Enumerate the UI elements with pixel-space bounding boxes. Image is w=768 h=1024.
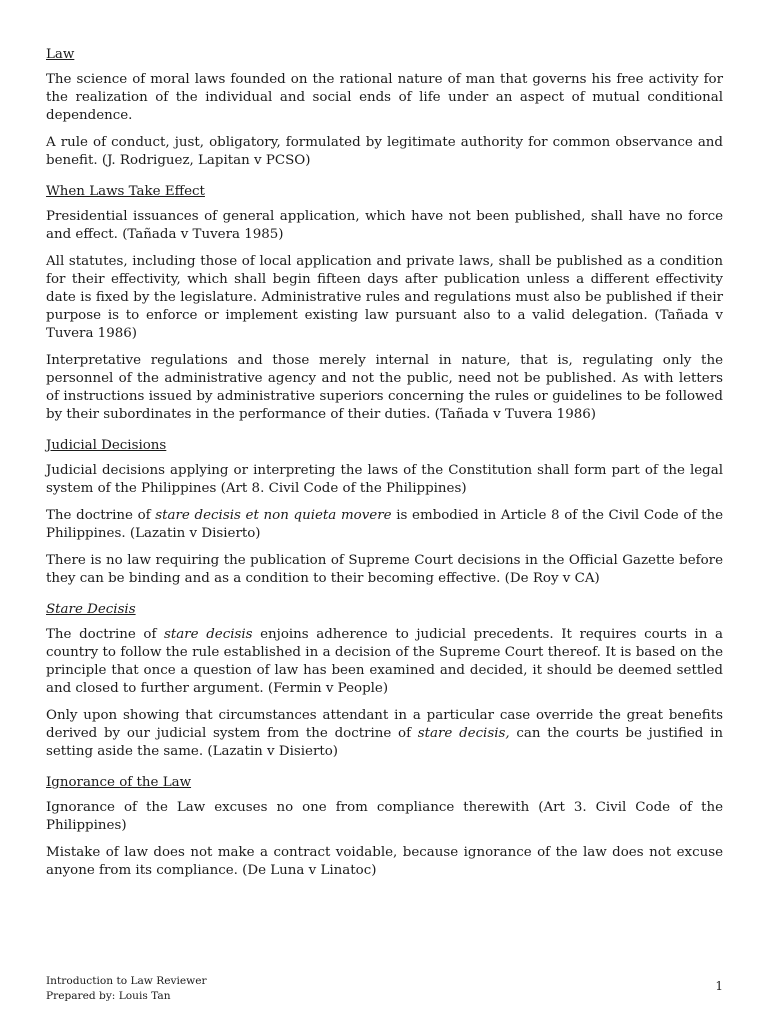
paragraph: Interpretative regulations and those merely internal in nature, that is, regulating only the personnel of the administrative agency and not the public, need not be published. As with letters of instructions issued by administrative superiors concerning the rules or guidelines to be followed by their subordinates in the performance of their duties. (Tañada v Tuvera 1986) <box>46 353 723 422</box>
italic-term: stare decisis <box>164 627 253 642</box>
paragraph: A rule of conduct, just, obligatory, formulated by legitimate authority for common observance and benefit. (J. Rodriguez, Lapitan v PCSO) <box>46 135 723 168</box>
text-run: enjoins adherence to judicial precedents. It requires courts in a country to follow the rule established in a decision of the Supreme Court thereof. It is based on the principle that once a question of law has been examined and decided, it should be deemed settled and closed to further argument. (Fermin v People) <box>46 627 724 696</box>
text-run: can the courts be justified in setting aside the same. (Lazatin v Disierto) <box>46 726 723 759</box>
italic-term: stare decisis et non quieta movere <box>155 508 392 523</box>
paragraph: Presidential issuances of general application, which have not been published, shall have no force and effect. (Tañada v Tuvera 1985) <box>46 209 723 242</box>
italic-term: stare decisis, <box>417 726 510 741</box>
section-heading-stare-decisis: Stare Decisis <box>46 602 136 617</box>
paragraph: Judicial decisions applying or interpreting the laws of the Constitution shall form part of the legal system of the Philippines (Art 8. Civil Code of the Philippines) <box>46 463 723 496</box>
text-run: is embodied in Article 8 of the Civil Code of the Philippines. (Lazatin v Disierto) <box>46 508 724 541</box>
section-heading-law: Law <box>46 47 75 62</box>
footer-title: Introduction to Law Reviewer <box>46 975 207 987</box>
paragraph <box>46 507 723 543</box>
section-heading-when-laws-take-effect: When Laws Take Effect <box>46 184 205 199</box>
page-footer <box>46 974 723 1004</box>
text-run: The doctrine of <box>46 627 165 642</box>
paragraph <box>46 626 723 698</box>
paragraph: All statutes, including those of local application and private laws, shall be published as a condition for their effectivity, which shall begin fifteen days after publication unless a different effectivity date is fixed by the legislature. Administrative rules and regulations must also be published if their purpose is to enforce or implement existing law pursuant also to a valid delegation. (Tañada v Tuvera 1986) <box>46 254 723 341</box>
section-heading-ignorance-of-the-law: Ignorance of the Law <box>46 775 192 790</box>
text-run: The doctrine of <box>46 508 156 523</box>
page-number: 1 <box>715 979 723 993</box>
paragraph: Mistake of law does not make a contract voidable, because ignorance of the law does not excuse anyone from its compliance. (De Luna v Linatoc) <box>46 845 723 878</box>
paragraph: Ignorance of the Law excuses no one from compliance therewith (Art 3. Civil Code of the Philippines) <box>46 800 723 833</box>
footer-author: Prepared by: Louis Tan <box>46 990 171 1002</box>
section-heading-judicial-decisions: Judicial Decisions <box>46 438 167 453</box>
paragraph: There is no law requiring the publication of Supreme Court decisions in the Official Gazette before they can be binding and as a condition to their becoming effective. (De Roy v CA) <box>46 553 723 586</box>
paragraph <box>46 707 723 761</box>
text-run: Only upon showing that circumstances attendant in a particular case override the great benefits derived by our judicial system from the doctrine of <box>46 708 723 741</box>
paragraph: The science of moral laws founded on the rational nature of man that governs his free activity for the realization of the individual and social ends of life under an aspect of mutual conditional dependence. <box>46 72 723 123</box>
